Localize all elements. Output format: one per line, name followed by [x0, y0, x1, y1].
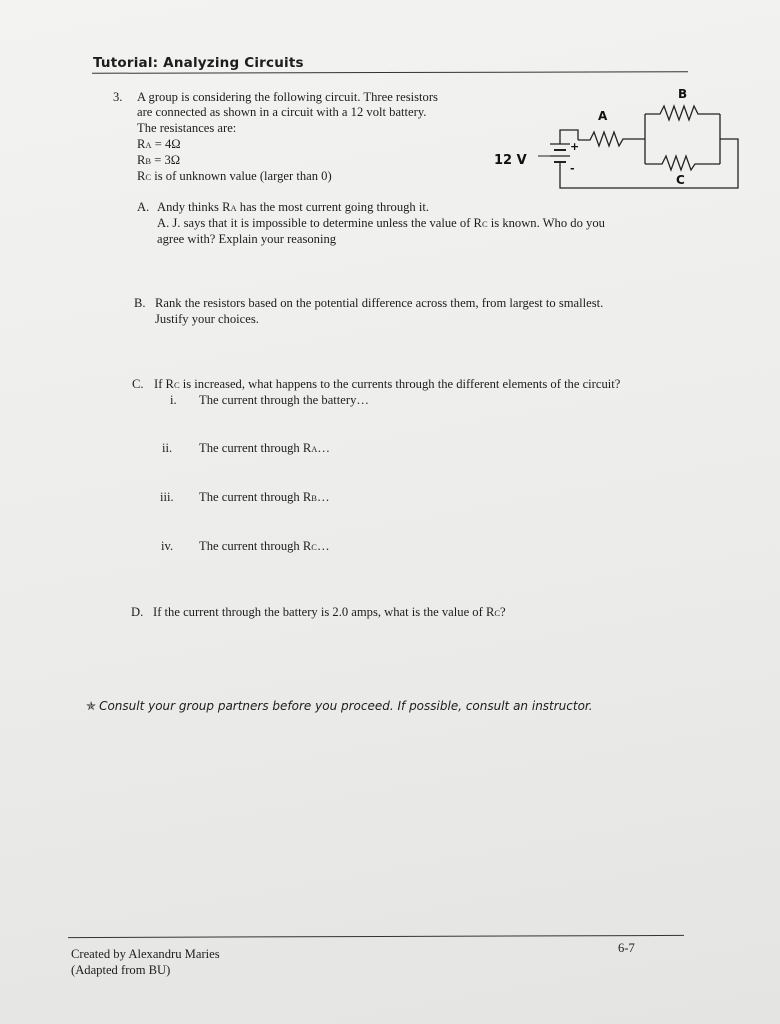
battery-plus-sign: +: [570, 140, 580, 153]
battery-minus-sign: -: [570, 162, 575, 175]
part-a-line-2: A. J. says that it is impossible to determine unless the value of RC is known. Who do you: [157, 216, 605, 230]
part-c-item-num: ii.: [162, 441, 173, 455]
intro-line-3: The resistances are:: [137, 121, 237, 135]
footer-adapted: (Adapted from BU): [71, 963, 171, 977]
footer-author: Created by Alexandru Maries: [71, 947, 220, 961]
part-c-item-num: i.: [170, 393, 177, 407]
resistor-c-label: C: [676, 173, 685, 187]
part-c-letter: C.: [132, 377, 144, 391]
part-c-item-num: iii.: [160, 490, 174, 504]
part-d-letter: D.: [131, 605, 144, 619]
part-d-line: If the current through the battery is 2.0 amps, what is the value of RC?: [153, 605, 506, 619]
intro-line-1: A group is considering the following circuit. Three resistors: [137, 90, 438, 104]
star-icon: ✯: [86, 699, 97, 713]
battery-voltage-label: 12 V: [494, 153, 527, 168]
page-number: 6-7: [618, 941, 635, 955]
part-c-item-text: The current through RC…: [199, 539, 330, 553]
resistor-b-label: B: [678, 87, 688, 101]
resistor-a-label: A: [598, 109, 608, 123]
part-b-letter: B.: [134, 296, 146, 310]
part-c-line-1: If RC is increased, what happens to the currents through the different elements of the circuit?: [154, 377, 621, 391]
resistance-b: RB = 3Ω: [137, 153, 181, 167]
consult-note: ✯ Consult your group partners before you proceed. If possible, consult an instructor.: [86, 699, 593, 713]
part-c-item-text: The current through RA…: [199, 441, 330, 455]
part-b-line-1: Rank the resistors based on the potential difference across them, from largest to smallest.: [155, 296, 604, 310]
resistance-c: RC is of unknown value (larger than 0): [137, 169, 332, 183]
title-underline: [92, 71, 688, 74]
intro-line-2: are connected as shown in a circuit with a 12 volt battery.: [137, 105, 427, 119]
part-c-item-num: iv.: [161, 539, 174, 553]
part-a-line-3: agree with? Explain your reasoning: [157, 232, 337, 246]
circuit-diagram: [490, 84, 750, 194]
problem-number: 3.: [113, 90, 123, 104]
part-a-line-1: Andy thinks RA has the most current going through it.: [157, 200, 429, 214]
part-a-letter: A.: [137, 200, 150, 214]
part-c-item-text: The current through the battery…: [199, 393, 369, 407]
footer-rule: [68, 935, 684, 938]
page-title: Tutorial: Analyzing Circuits: [93, 55, 304, 71]
resistance-a: RA = 4Ω: [137, 137, 181, 151]
part-b-line-2: Justify your choices.: [155, 312, 259, 326]
part-c-item-text: The current through RB…: [199, 490, 330, 504]
